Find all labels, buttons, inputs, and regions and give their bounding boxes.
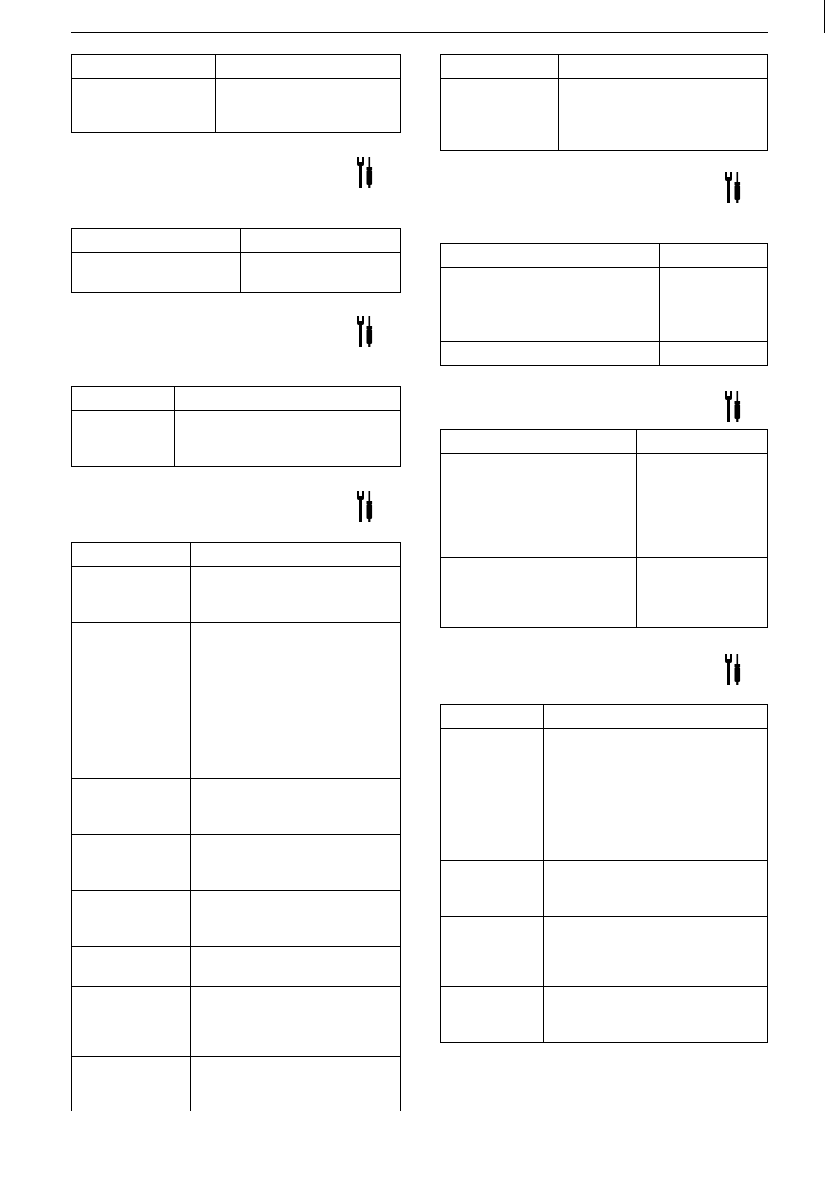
left-table-1 xyxy=(71,54,401,133)
right-table-2 xyxy=(440,243,768,366)
crop-mark xyxy=(824,0,825,33)
left-table-2 xyxy=(71,228,401,293)
tools-icon xyxy=(724,654,742,686)
left-table-4 xyxy=(71,542,401,1111)
header-rule xyxy=(71,32,768,33)
right-table-4 xyxy=(440,704,768,1043)
tools-icon xyxy=(356,491,374,523)
tools-icon xyxy=(724,391,742,423)
left-table-3 xyxy=(71,386,401,467)
tools-icon xyxy=(724,172,742,204)
right-table-1 xyxy=(440,54,768,151)
tools-icon xyxy=(356,157,374,189)
right-table-3 xyxy=(440,429,768,628)
tools-icon xyxy=(356,316,374,348)
